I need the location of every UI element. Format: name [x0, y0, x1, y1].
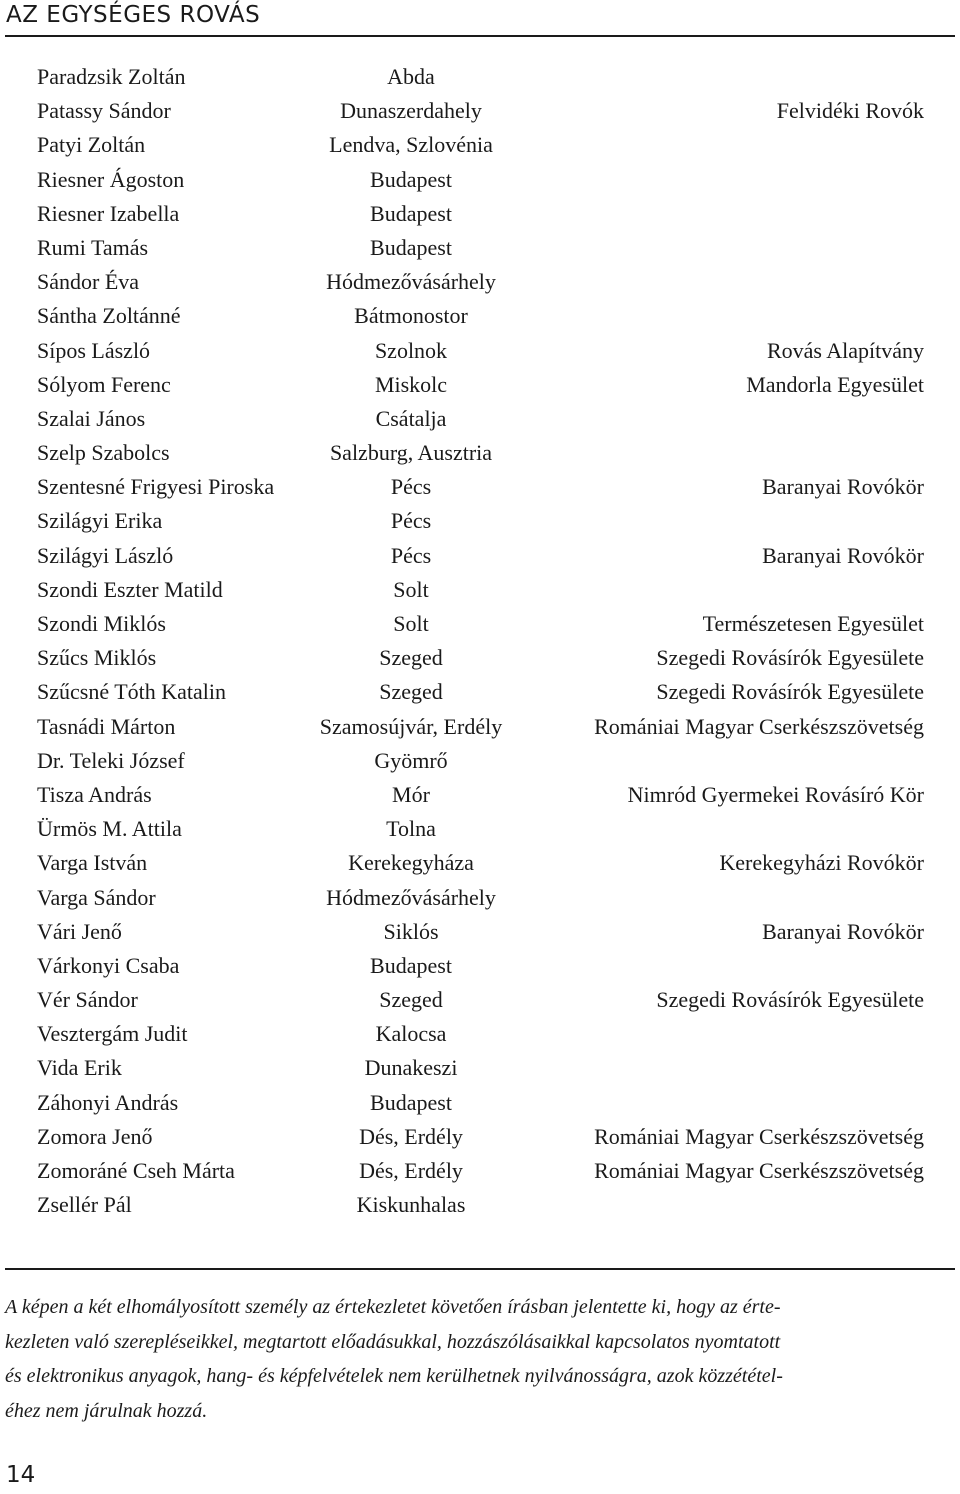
participant-name: Varga István	[37, 850, 148, 876]
list-item	[0, 812, 960, 846]
participant-organization: Szegedi Rovásírók Egyesülete	[656, 987, 924, 1013]
list-item	[0, 641, 960, 675]
participant-organization: Mandorla Egyesület	[746, 371, 924, 397]
participant-name: Vér Sándor	[37, 987, 138, 1013]
participant-location: Hódmezővásárhely	[326, 269, 496, 295]
participant-location: Kerekegyháza	[348, 850, 474, 876]
participant-location: Solt	[393, 576, 429, 602]
caption-line: kezleten való szerepléseikkel, megtartott előadásukkal, hozzászólásaikkal kapcsolatos nyomtatott	[5, 1330, 781, 1353]
list-item	[0, 1188, 960, 1222]
participant-name: Záhonyi András	[37, 1089, 179, 1115]
list-item	[0, 470, 960, 504]
running-header	[0, 0, 960, 40]
list-item	[0, 778, 960, 812]
list-item	[0, 1051, 960, 1085]
list-item	[0, 915, 960, 949]
participant-location: Szeged	[379, 987, 443, 1013]
running-header-title: AZ EGYSÉGES ROVÁS	[6, 2, 261, 28]
participant-name: Sólyom Ferenc	[37, 371, 171, 397]
participant-organization: Szegedi Rovásírók Egyesülete	[656, 645, 924, 671]
participant-name: Vesztergám Judit	[37, 1021, 188, 1047]
participant-name: Szilágyi Erika	[37, 508, 163, 534]
participant-location: Tolna	[386, 816, 436, 842]
page-number: 14	[6, 1462, 36, 1488]
participant-name: Szalai János	[37, 405, 146, 431]
participant-location: Budapest	[370, 952, 452, 978]
participant-name: Riesner Ágoston	[37, 166, 185, 192]
participant-name: Riesner Izabella	[37, 200, 180, 226]
participant-organization: Romániai Magyar Cserkészszövetség	[594, 1158, 924, 1183]
participant-location: Csátalja	[375, 405, 447, 431]
list-item	[0, 265, 960, 299]
photo-caption	[5, 1290, 957, 1428]
list-item	[0, 163, 960, 197]
list-item	[0, 299, 960, 333]
participant-organization: Baranyai Rovókör	[762, 542, 924, 568]
participant-name: Szondi Eszter Matild	[37, 576, 223, 602]
caption-divider	[5, 1268, 955, 1270]
participant-organization: Baranyai Rovókör	[762, 474, 924, 500]
participant-location: Budapest	[370, 166, 452, 192]
list-item	[0, 1154, 960, 1188]
participant-location: Dunakeszi	[364, 1055, 458, 1081]
participant-name: Patyi Zoltán	[37, 132, 146, 158]
list-item	[0, 334, 960, 368]
participant-location: Dés, Erdély	[359, 1123, 463, 1149]
participant-location: Kiskunhalas	[356, 1192, 466, 1218]
participant-location: Gyömrő	[374, 747, 448, 773]
list-item	[0, 675, 960, 709]
participant-organization: Romániai Magyar Cserkészszövetség	[594, 1123, 924, 1149]
participant-name: Várkonyi Csaba	[37, 952, 180, 978]
participant-name: Varga Sándor	[37, 884, 156, 910]
participant-organization: Nimród Gyermekei Rovásíró Kör	[627, 781, 924, 807]
participant-location: Budapest	[370, 200, 452, 226]
participant-name: Ürmös M. Attila	[37, 816, 182, 842]
list-item	[0, 710, 960, 744]
participant-organization: Rovás Alapítvány	[766, 337, 924, 363]
list-item	[0, 94, 960, 128]
list-item	[0, 128, 960, 162]
participant-location: Budapest	[370, 1089, 452, 1115]
participant-location: Abda	[387, 64, 435, 89]
participant-location: Szeged	[379, 645, 443, 671]
participant-location: Solt	[393, 611, 429, 636]
list-item	[0, 1017, 960, 1051]
participant-location: Kalocsa	[375, 1021, 447, 1047]
list-item	[0, 1086, 960, 1120]
list-item	[0, 60, 960, 94]
list-item	[0, 744, 960, 778]
list-item	[0, 231, 960, 265]
participant-location: Pécs	[390, 508, 432, 534]
participant-location: Mór	[392, 781, 430, 807]
list-item	[0, 1120, 960, 1154]
participant-name: Dr. Teleki József	[37, 747, 185, 773]
participant-location: Bátmonostor	[354, 303, 468, 329]
participant-location: Budapest	[370, 234, 452, 260]
participant-location: Hódmezővásárhely	[326, 884, 496, 910]
participant-location: Pécs	[390, 474, 432, 500]
participant-name: Sántha Zoltánné	[37, 303, 181, 329]
participant-name: Szűcsné Tóth Katalin	[37, 679, 226, 705]
list-item	[0, 881, 960, 915]
list-item	[0, 368, 960, 402]
participant-name: Sándor Éva	[37, 269, 140, 295]
list-item	[0, 436, 960, 470]
participant-organization: Felvidéki Rovók	[776, 98, 924, 124]
participant-organization: Természetesen Egyesület	[702, 611, 924, 636]
caption-line: és elektronikus anyagok, hang- és képfelvételek nem kerülhetnek nyilvánosságra, azok közzététel-	[5, 1365, 783, 1387]
participant-name: Szelp Szabolcs	[37, 440, 170, 466]
list-item	[0, 197, 960, 231]
header-rule	[5, 35, 955, 37]
participant-name: Rumi Tamás	[37, 234, 149, 260]
participant-organization: Romániai Magyar Cserkészszövetség	[594, 713, 924, 739]
caption-line: éhez nem járulnak hozzá.	[5, 1399, 208, 1422]
participant-organization: Baranyai Rovókör	[762, 918, 924, 944]
participant-name: Szűcs Miklós	[37, 645, 157, 671]
participant-location: Miskolc	[374, 371, 448, 397]
participant-location: Szolnok	[374, 337, 448, 363]
participant-location: Dunaszerdahely	[340, 98, 482, 124]
participant-name: Zomora Jenő	[37, 1123, 153, 1149]
list-item	[0, 949, 960, 983]
list-item	[0, 504, 960, 538]
participant-name: Tisza András	[37, 781, 152, 807]
participant-location: Salzburg, Ausztria	[329, 440, 493, 466]
participant-name: Vida Erik	[37, 1055, 122, 1081]
participant-name: Patassy Sándor	[37, 98, 171, 124]
participant-organization: Kerekegyházi Rovókör	[719, 850, 924, 876]
participant-organization: Szegedi Rovásírók Egyesülete	[656, 679, 924, 705]
participant-location: Siklós	[383, 918, 439, 944]
participant-location: Szamosújvár, Erdély	[319, 713, 503, 739]
participants-list	[0, 60, 960, 1222]
participant-name: Zomoráné Cseh Márta	[37, 1158, 235, 1183]
list-item	[0, 402, 960, 436]
participant-name: Zsellér Pál	[37, 1192, 132, 1218]
participant-name: Szondi Miklós	[37, 611, 166, 636]
participant-name: Szilágyi László	[37, 542, 174, 568]
participant-name: Tasnádi Márton	[37, 713, 176, 739]
caption-line: A képen a két elhomályosított személy az értekezletet követően írásban jelentette ki, hogy az érte-	[5, 1296, 781, 1318]
list-item	[0, 539, 960, 573]
participant-name: Vári Jenő	[37, 918, 122, 944]
list-item	[0, 983, 960, 1017]
participant-location: Lendva, Szlovénia	[329, 132, 493, 158]
list-item	[0, 573, 960, 607]
participant-location: Szeged	[379, 679, 443, 705]
participant-location: Dés, Erdély	[359, 1158, 463, 1183]
participant-location: Pécs	[390, 542, 432, 568]
participant-name: Paradzsik Zoltán	[37, 64, 186, 89]
participant-name: Szentesné Frigyesi Piroska	[37, 474, 275, 500]
participant-name: Sípos László	[37, 337, 151, 363]
list-item	[0, 846, 960, 880]
list-item	[0, 607, 960, 641]
